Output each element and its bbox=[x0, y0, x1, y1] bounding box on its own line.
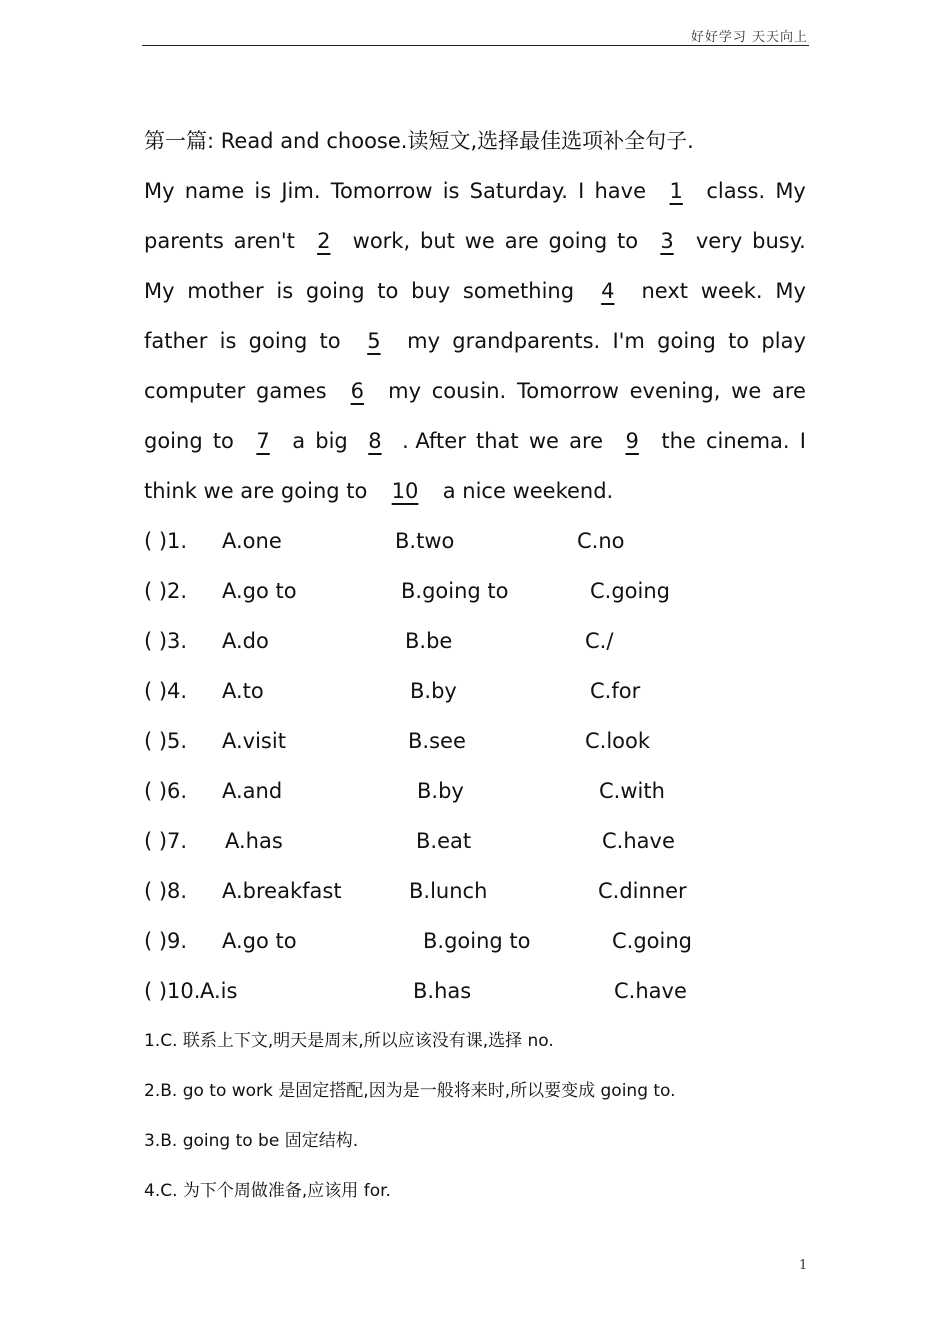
question-row: ( )4. A.to B.by C.for bbox=[144, 679, 641, 703]
answer-line: 3.B. going to be 固定结构. bbox=[144, 1131, 359, 1151]
passage-line-7: think we are going to 10 a nice weekend. bbox=[144, 466, 806, 516]
passage-line-4: father is going to 5 my grandparents. I'm going to play bbox=[144, 316, 806, 366]
header-rule bbox=[142, 45, 809, 46]
blank-1: 1 bbox=[669, 179, 683, 203]
blank-7: 7 bbox=[256, 429, 270, 453]
question-row: ( )10. A.is B.has C.have bbox=[144, 979, 687, 1003]
passage-line-2: parents aren't 2 work, but we are going to 3 very busy. bbox=[144, 216, 806, 266]
section-title: 第一篇: Read and choose.读短文,选择最佳选项补全句子. bbox=[144, 129, 694, 153]
blank-3: 3 bbox=[660, 229, 674, 253]
blank-5: 5 bbox=[367, 329, 381, 353]
answer-line: 2.B. go to work 是固定搭配,因为是一般将来时,所以要变成 going to. bbox=[144, 1081, 676, 1101]
question-list bbox=[144, 516, 806, 1016]
answer-line: 4.C. 为下个周做准备,应该用 for. bbox=[144, 1181, 391, 1201]
blank-4: 4 bbox=[601, 279, 615, 303]
page-header-text: 好好学习 天天向上 bbox=[690, 30, 808, 45]
blank-6: 6 bbox=[350, 379, 365, 403]
question-row: ( )9. A.go to B.going to C.going bbox=[144, 929, 692, 953]
question-row: ( )7. A.has B.eat C.have bbox=[144, 829, 675, 853]
answer-explanations bbox=[144, 1016, 806, 1216]
question-row: ( )1. A.one B.two C.no bbox=[144, 529, 625, 553]
question-row: ( )2. A.go to B.going to C.going bbox=[144, 579, 670, 603]
passage-line-5: computer games 6 my cousin. Tomorrow evening, we are bbox=[144, 366, 806, 416]
passage-line-1: My name is Jim. Tomorrow is Saturday. I have 1 class. My bbox=[144, 166, 806, 216]
page-number: 1 bbox=[799, 1258, 808, 1273]
blank-10: 10 bbox=[391, 479, 419, 503]
question-row: ( )5. A.visit B.see C.look bbox=[144, 729, 651, 753]
passage-line-6: going to 7 a big 8 . After that we are 9 the cinema. I bbox=[144, 416, 806, 466]
document-body bbox=[144, 116, 806, 1216]
blank-8: 8 bbox=[368, 429, 382, 453]
blank-9: 9 bbox=[625, 429, 639, 453]
question-row: ( )8. A.breakfast B.lunch C.dinner bbox=[144, 879, 687, 903]
question-row: ( )6. A.and B.by C.with bbox=[144, 779, 665, 803]
question-row: ( )3. A.do B.be C./ bbox=[144, 629, 614, 653]
answer-line: 1.C. 联系上下文,明天是周末,所以应该没有课,选择 no. bbox=[144, 1031, 554, 1051]
blank-2: 2 bbox=[317, 229, 331, 253]
passage-line-3: My mother is going to buy something 4 next week. My bbox=[144, 266, 806, 316]
